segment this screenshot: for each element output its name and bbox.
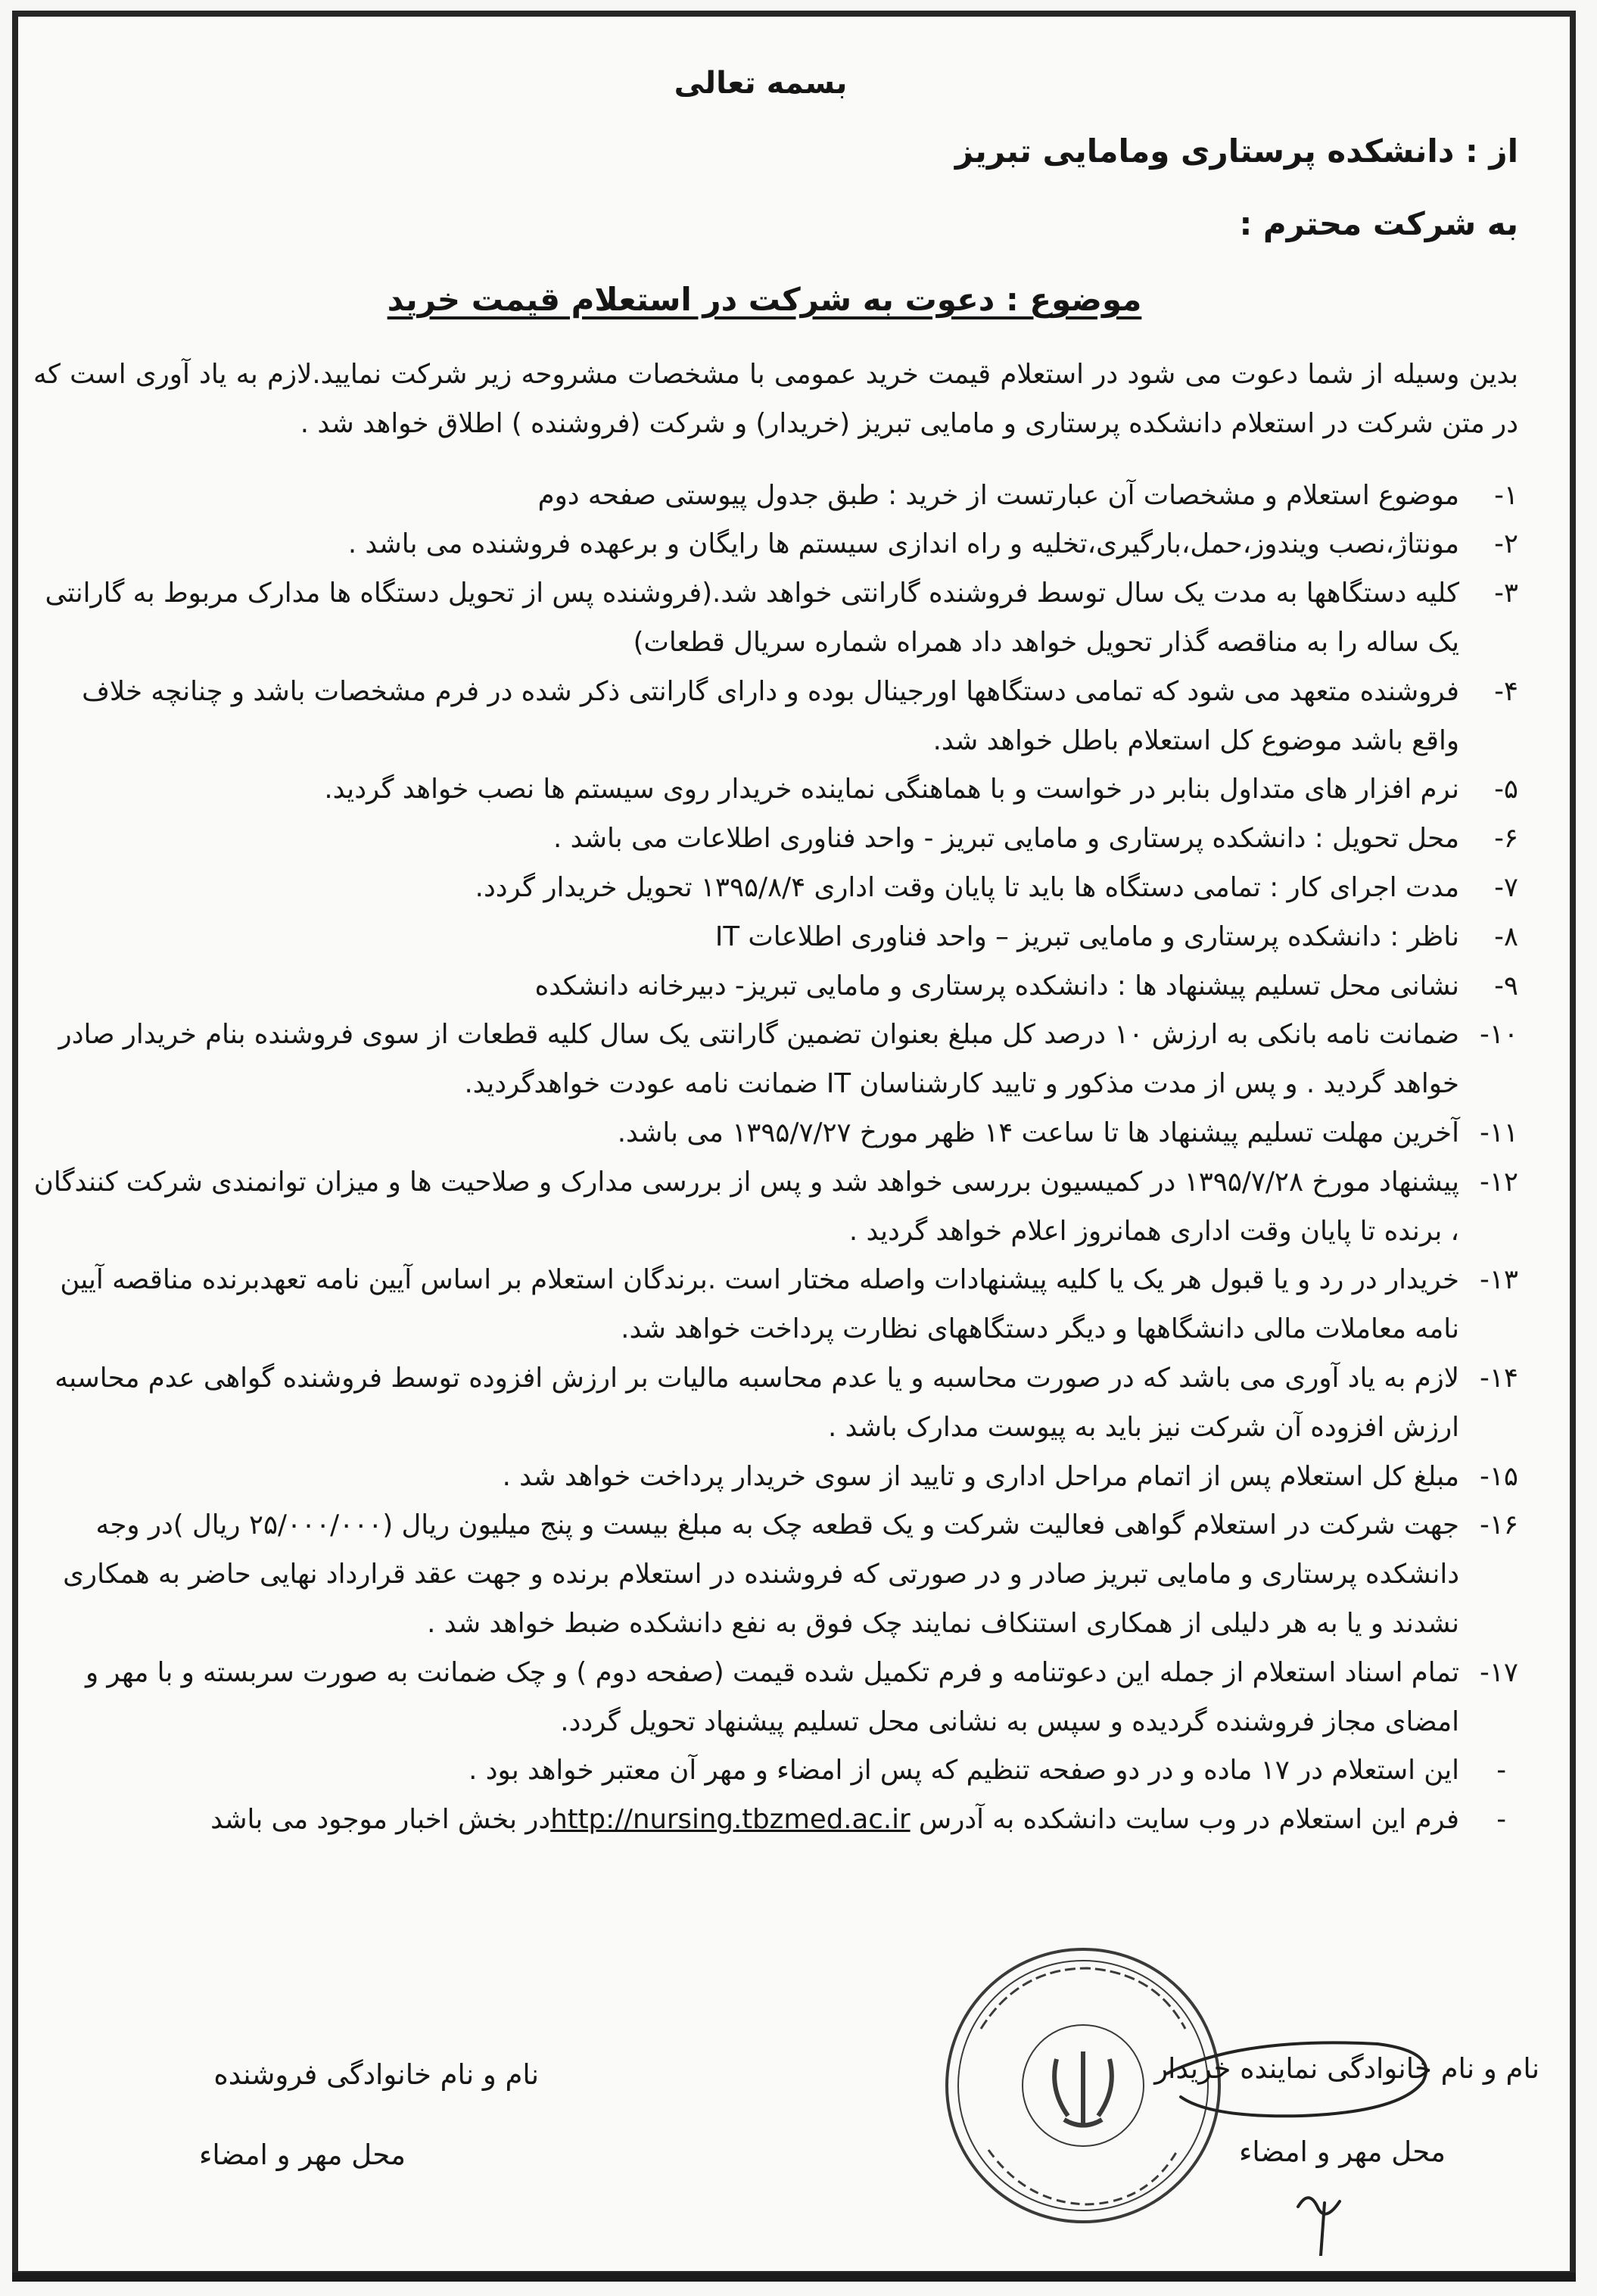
- dash-marker: -: [1496, 1755, 1506, 1787]
- list-item: [33, 1256, 1518, 1354]
- item-number: ۱۳-: [1480, 1264, 1518, 1296]
- item-number: ۸-: [1494, 921, 1518, 952]
- item-number: ۱۶-: [1480, 1509, 1518, 1541]
- list-item: [33, 765, 1518, 815]
- item-text: محل تحویل : دانشکده پرستاری و مامایی تبریز - واحد فناوری اطلاعات می باشد .: [553, 823, 1459, 855]
- item-number: ۱۲-: [1480, 1166, 1518, 1198]
- item-text: مدت اجرای کار : تمامی دستگاه ها باید تا پایان وقت اداری ۱۳۹۵/۸/۴ تحویل خریدار گردد.: [475, 871, 1459, 903]
- buyer-seal-label: محل مهر و امضاء: [1238, 2136, 1446, 2168]
- item-number: ۱۱-: [1480, 1117, 1518, 1148]
- item-number: ۹-: [1494, 970, 1518, 1002]
- item-text: مبلغ کل استعلام پس از اتمام مراحل اداری و تایید از سوی خریدار پرداخت خواهد شد .: [502, 1460, 1459, 1492]
- seller-seal-label: محل مهر و امضاء: [198, 2139, 406, 2171]
- item-text: آخرین مهلت تسلیم پیشنهاد ها تا ساعت ۱۴ ظهر مورخ ۱۳۹۵/۷/۲۷ می باشد.: [617, 1117, 1459, 1148]
- dash-marker: -: [1496, 1804, 1506, 1836]
- website-link[interactable]: http://nursing.tbzmed.ac.ir: [550, 1804, 911, 1836]
- list-item: [33, 1354, 1518, 1453]
- item-number: ۱۴-: [1480, 1362, 1518, 1394]
- seller-name-label: نام و نام خانوادگی فروشنده: [213, 2058, 539, 2091]
- note-item: [33, 1746, 1518, 1796]
- item-number: ۴-: [1494, 675, 1518, 707]
- item-number: ۱۰-: [1480, 1019, 1518, 1051]
- terms-list: [33, 472, 1518, 1747]
- top-title: بسمه تعالی: [674, 66, 848, 101]
- item-text: کلیه دستگاهها به مدت یک سال توسط فروشنده گارانتی خواهد شد.(فروشنده پس از تحویل دستگاه ها مدارک مربوط به گارانتی یک ساله را به مناقصه گذار تحویل خواهد داد همراه شماره سریال قطعات): [45, 578, 1459, 658]
- list-item: [33, 962, 1518, 1011]
- list-item: [33, 1109, 1518, 1158]
- item-number: ۲-: [1494, 528, 1518, 560]
- item-text: پیشنهاد مورخ ۱۳۹۵/۷/۲۸ در کمیسیون بررسی خواهد شد و پس از بررسی مدارک و صلاحیت ها و میزان توانمندی شرکت کنندگان ، برنده تا پایان وقت اداری همانروز اعلام خواهد گردید .: [33, 1166, 1459, 1247]
- item-text: جهت شرکت در استعلام گواهی فعالیت شرکت و یک قطعه چک به مبلغ بیست و پنج میلیون ریال (۲۵/۰۰۰/۰۰۰ ریال )در وجه دانشکده پرستاری و مامایی تبریز صادر و در صورتی که فروشنده در استعلام برنده و جهت عقد قرارداد نهایی حاضر به همکاری نشدند و یا به هر دلیلی از همکاری استنکاف نمایند چک فوق به نفع دانشکده ضبط خواهد شد .: [63, 1509, 1459, 1639]
- note-text: [33, 1796, 1459, 1845]
- notes-list: [33, 1746, 1518, 1845]
- subject-text: موضوع : دعوت به شرکت در استعلام قیمت خرید: [387, 281, 1142, 318]
- item-text: موضوع استعلام و مشخصات آن عبارتست از خرید : طبق جدول پیوستی صفحه دوم: [537, 479, 1459, 511]
- item-number: ۳-: [1494, 578, 1518, 609]
- letter-body: [33, 53, 1518, 1845]
- list-item: [33, 1011, 1518, 1109]
- list-item: [33, 815, 1518, 864]
- note-text: این استعلام در ۱۷ ماده و در دو صفحه تنظیم که پس از امضاء و مهر آن معتبر خواهد بود .: [469, 1755, 1459, 1787]
- item-number: ۵-: [1494, 774, 1518, 805]
- item-text: فروشنده متعهد می شود که تمامی دستگاهها اورجینال بوده و دارای گارانتی ذکر شده در فرم مشخصات باشد و چنانچه خلاف واقع باشد موضوع کل استعلام باطل خواهد شد.: [82, 675, 1459, 756]
- list-item: [33, 1501, 1518, 1648]
- item-number: ۱-: [1494, 479, 1518, 511]
- item-text: ناظر : دانشکده پرستاری و مامایی تبریز – واحد فناوری اطلاعات IT: [714, 921, 1459, 952]
- from-line: از : دانشکده پرستاری ومامایی تبریز: [954, 132, 1518, 170]
- item-text: تمام اسناد استعلام از جمله این دعوتنامه و فرم تکمیل شده قیمت (صفحه دوم ) و چک ضمانت به صورت سربسته و با مهر و امضای مجاز فروشنده گردیده و سپس به نشانی محل تسلیم پیشنهاد تحویل گردد.: [85, 1656, 1459, 1737]
- item-text: نشانی محل تسلیم پیشنهاد ها : دانشکده پرستاری و مامایی تبریز- دبیرخانه دانشکده: [534, 970, 1459, 1002]
- note-text-end: در بخش اخبار موجود می باشد: [210, 1804, 551, 1836]
- subject-line: [33, 262, 1518, 340]
- item-text: لازم به یاد آوری می باشد که در صورت محاسبه و یا عدم محاسبه مالیات بر ارزش افزوده توسط فروشنده گواهی عدم محاسبه ارزش افزوده آن شرکت نیز باید به پیوست مدارک باشد .: [54, 1362, 1459, 1443]
- list-item: [33, 913, 1518, 962]
- list-item: [33, 864, 1518, 913]
- note-text-start: فرم این استعلام در وب سایت دانشکده به آدرس: [910, 1804, 1459, 1836]
- item-number: ۷-: [1494, 871, 1518, 903]
- list-item: [33, 1649, 1518, 1747]
- item-number: ۶-: [1494, 823, 1518, 855]
- list-item: [33, 520, 1518, 569]
- list-item: [33, 569, 1518, 668]
- item-number: ۱۵-: [1480, 1460, 1518, 1492]
- intro-paragraph: بدین وسیله از شما دعوت می شود در استعلام قیمت خرید عمومی با مشخصات مشروحه زیر شرکت نمایید.لازم به یاد آوری است که در متن شرکت در استعلام دانشکده پرستاری و مامایی تبریز (خریدار) و شرکت (فروشنده ) اطلاق خواهد شد .: [33, 359, 1518, 439]
- list-item: [33, 472, 1518, 521]
- note-item: [33, 1796, 1518, 1845]
- item-text: ضمانت نامه بانکی به ارزش ۱۰ درصد کل مبلغ بعنوان تضمین گارانتی یک سال کلیه قطعات از سوی فروشنده بنام خریدار صادر خواهد گردید . و پس از مدت مذکور و تایید کارشناسان IT ضمانت نامه عودت خواهدگردید.: [58, 1019, 1459, 1100]
- list-item: [33, 1158, 1518, 1257]
- item-text: نرم افزار های متداول بنابر در خواست و با هماهنگی نماینده خریدار روی سیستم ها نصب خواهد گردید.: [324, 774, 1459, 805]
- buyer-name-label: نام و نام خانوادگی نماینده خریدار: [1154, 2052, 1539, 2085]
- item-text: خریدار در رد و یا قبول هر یک یا کلیه پیشنهادات واصله مختار است .برندگان استعلام بر اساس آیین نامه تعهدبرنده مناقصه آیین نامه معاملات مالی دانشگاهها و دیگر دستگاههای نظارت پرداخت خواهد شد.: [60, 1264, 1459, 1345]
- to-line: به شرکت محترم :: [1239, 205, 1518, 242]
- item-text: مونتاژ،نصب ویندوز،حمل،بارگیری،تخلیه و راه اندازی سیستم ها رایگان و برعهده فروشنده می باشد .: [347, 528, 1459, 560]
- list-item: [33, 668, 1518, 766]
- list-item: [33, 1453, 1518, 1502]
- item-number: ۱۷-: [1480, 1656, 1518, 1688]
